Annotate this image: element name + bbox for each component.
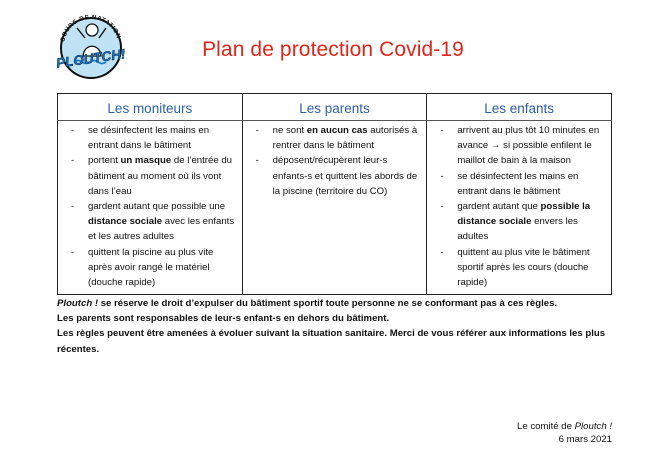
column-header: Les enfants <box>427 94 612 121</box>
note-brand: Ploutch ! <box>57 298 99 309</box>
note-text: se réserve le droit d’expulser du bâtiment sportif toute personne ne se conformant pas à ces règles. <box>98 298 558 309</box>
rule-list <box>249 123 423 199</box>
rule-item <box>64 245 238 291</box>
rule-text: déposent/récupèrent leur-s enfants-s et quittent les abords de la piscine (territoire du CO) <box>272 155 418 197</box>
rule-item <box>64 153 238 199</box>
rule-emphasis: distance sociale <box>88 216 163 228</box>
rule-item <box>249 153 423 199</box>
column-header: Les moniteurs <box>58 94 243 121</box>
rule-text: quittent au plus vite le bâtiment sportif après les cours (douche rapide) <box>457 246 590 289</box>
rule-text: arrivent au plus tôt 10 minutes en avance → si possible enfilent le maillot de bain à la maison <box>457 125 600 167</box>
rule-item <box>64 199 238 245</box>
rule-text: gardent autant que possible une <box>88 201 226 213</box>
note-line: Les règles peuvent être amenées à évoluer suivant la situation sanitaire. Merci de vous référer aux informations les plus récentes. <box>57 328 606 355</box>
rule-text: envers les adultes <box>457 216 578 243</box>
rule-text: quittent la piscine au plus vite après avoir rangé le matériel (douche rapide) <box>88 246 214 289</box>
rule-emphasis: en aucun cas <box>306 125 368 136</box>
rule-text: ne sont <box>272 125 307 136</box>
rule-list <box>433 123 607 290</box>
note-line <box>57 296 627 311</box>
rule-item <box>433 169 607 199</box>
rule-text: portent <box>88 155 121 167</box>
rule-text: gardent autant que <box>457 201 541 213</box>
rule-text: se désinfectent les mains en entrant dans le bâtiment <box>88 125 210 152</box>
rule-text: autorisés à rentrer dans le bâtiment <box>272 125 418 152</box>
rule-item <box>433 199 607 245</box>
rule-text: se désinfectent les mains en entrant dans le bâtiment <box>457 170 579 197</box>
signature-date: 6 mars 2021 <box>558 434 612 445</box>
signature-prefix: Le comité de <box>517 421 575 432</box>
column-cell <box>242 121 427 295</box>
logo-arc-text: COURS DE NATATION <box>59 13 122 43</box>
rule-text: de l’entrée du bâtiment au moment où ils vont dans l’eau <box>88 155 233 197</box>
rule-emphasis: un masque <box>120 155 172 167</box>
rule-text: avec les enfants et les autres adultes <box>88 216 235 243</box>
signature <box>517 420 612 446</box>
column-cell <box>58 121 243 295</box>
rule-item <box>433 123 607 169</box>
rule-list <box>64 123 238 290</box>
page-title: Plan de protection Covid-19 <box>202 38 464 61</box>
rules-notes <box>57 296 627 357</box>
signature-name: Ploutch ! <box>574 421 612 432</box>
signature-line <box>517 420 612 433</box>
column-cell <box>427 121 612 295</box>
rule-emphasis: possible la distance sociale <box>457 201 591 228</box>
logo-wordmark: PLOUTCH! <box>55 46 127 71</box>
rules-table <box>57 93 612 295</box>
note-line: Les parents sont responsables de leur-s enfant-s en dehors du bâtiment. <box>57 313 390 325</box>
rule-item <box>64 123 238 153</box>
column-header: Les parents <box>242 94 427 121</box>
rule-item <box>433 245 607 291</box>
rule-item <box>249 123 423 153</box>
